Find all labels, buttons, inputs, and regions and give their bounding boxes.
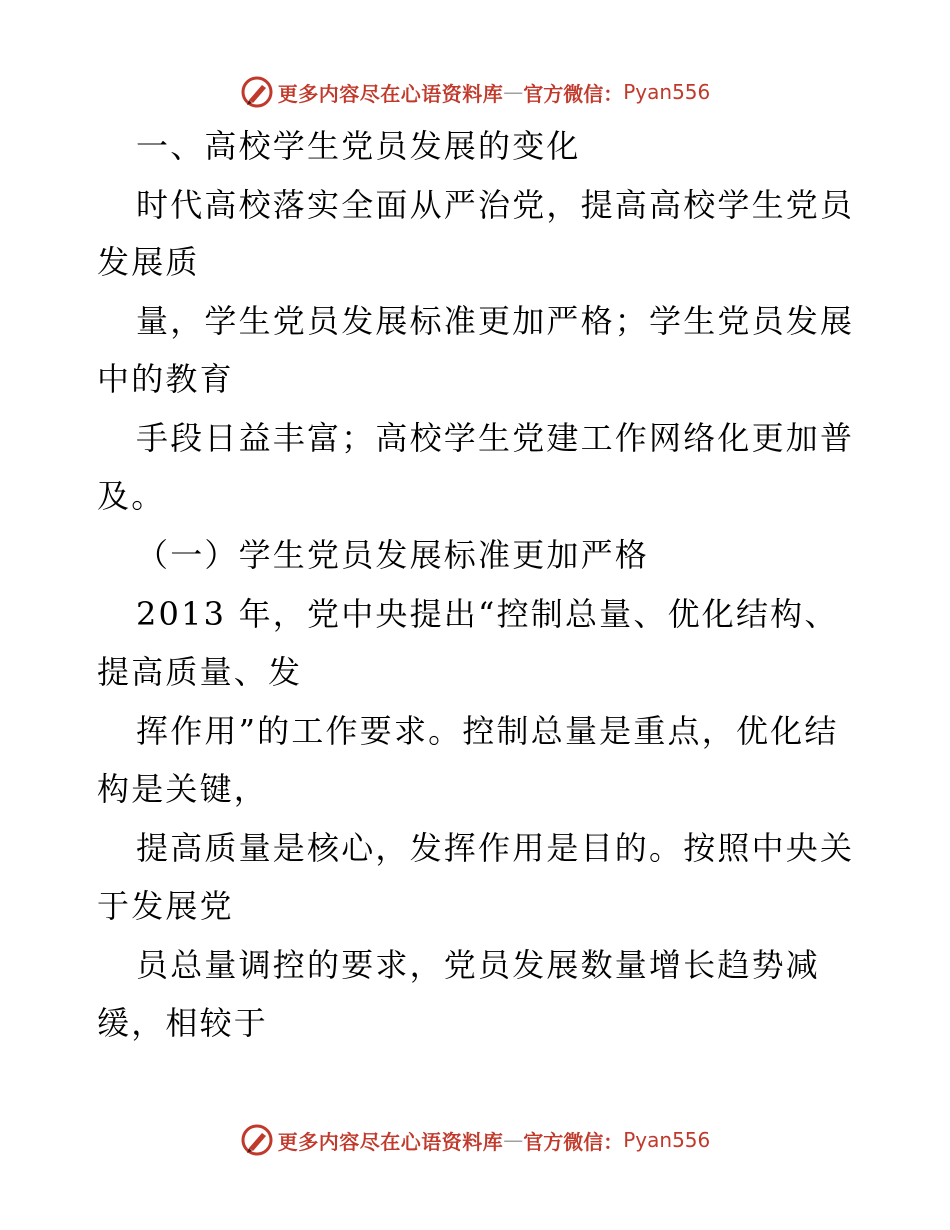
body-line: 2013 年，党中央提出“控制总量、优化结构、 [136,595,839,633]
body-line: 于发展党 [97,887,234,925]
watermark-wechat-label: 官方微信： [523,1129,624,1154]
body-line: 时代高校落实全面从严治党，提高高校学生党员 [136,186,855,224]
body-line: 手段日益丰富；高校学生党建工作网络化更加普 [136,419,855,457]
subsection-heading: （一）学生党员发展标准更加严格 [136,536,650,574]
watermark-dash: — [503,80,524,104]
watermark-wechat-id: Pyan556 [623,1128,711,1152]
body-line: 及。 [97,477,166,515]
header-watermark [0,72,950,112]
pen-circle-logo-icon [240,75,274,109]
body-line: 提高质量是核心，发挥作用是目的。按照中央关 [136,829,855,867]
watermark-wechat-label: 官方微信： [523,81,624,106]
section-heading: 一、高校学生党员发展的变化 [136,127,581,165]
body-line: 挥作用”的工作要求。控制总量是重点，优化结 [136,712,839,750]
watermark-wechat-id: Pyan556 [623,80,711,104]
body-line: 提高质量、发 [97,653,303,691]
body-line: 员总量调控的要求，党员发展数量增长趋势减 [136,946,821,984]
body-line: 中的教育 [97,360,234,398]
body-line: 发展质 [97,243,200,281]
pen-circle-logo-icon [240,1123,274,1157]
footer-watermark [0,1120,950,1160]
body-line: 缓，相较于 [97,1004,269,1042]
watermark-dash: — [503,1128,524,1152]
body-line: 量，学生党员发展标准更加严格；学生党员发展 [136,302,855,340]
watermark-text: 更多内容尽在心语资料库 [277,81,504,106]
body-line: 构是关键， [97,770,269,808]
watermark-text: 更多内容尽在心语资料库 [277,1129,504,1154]
